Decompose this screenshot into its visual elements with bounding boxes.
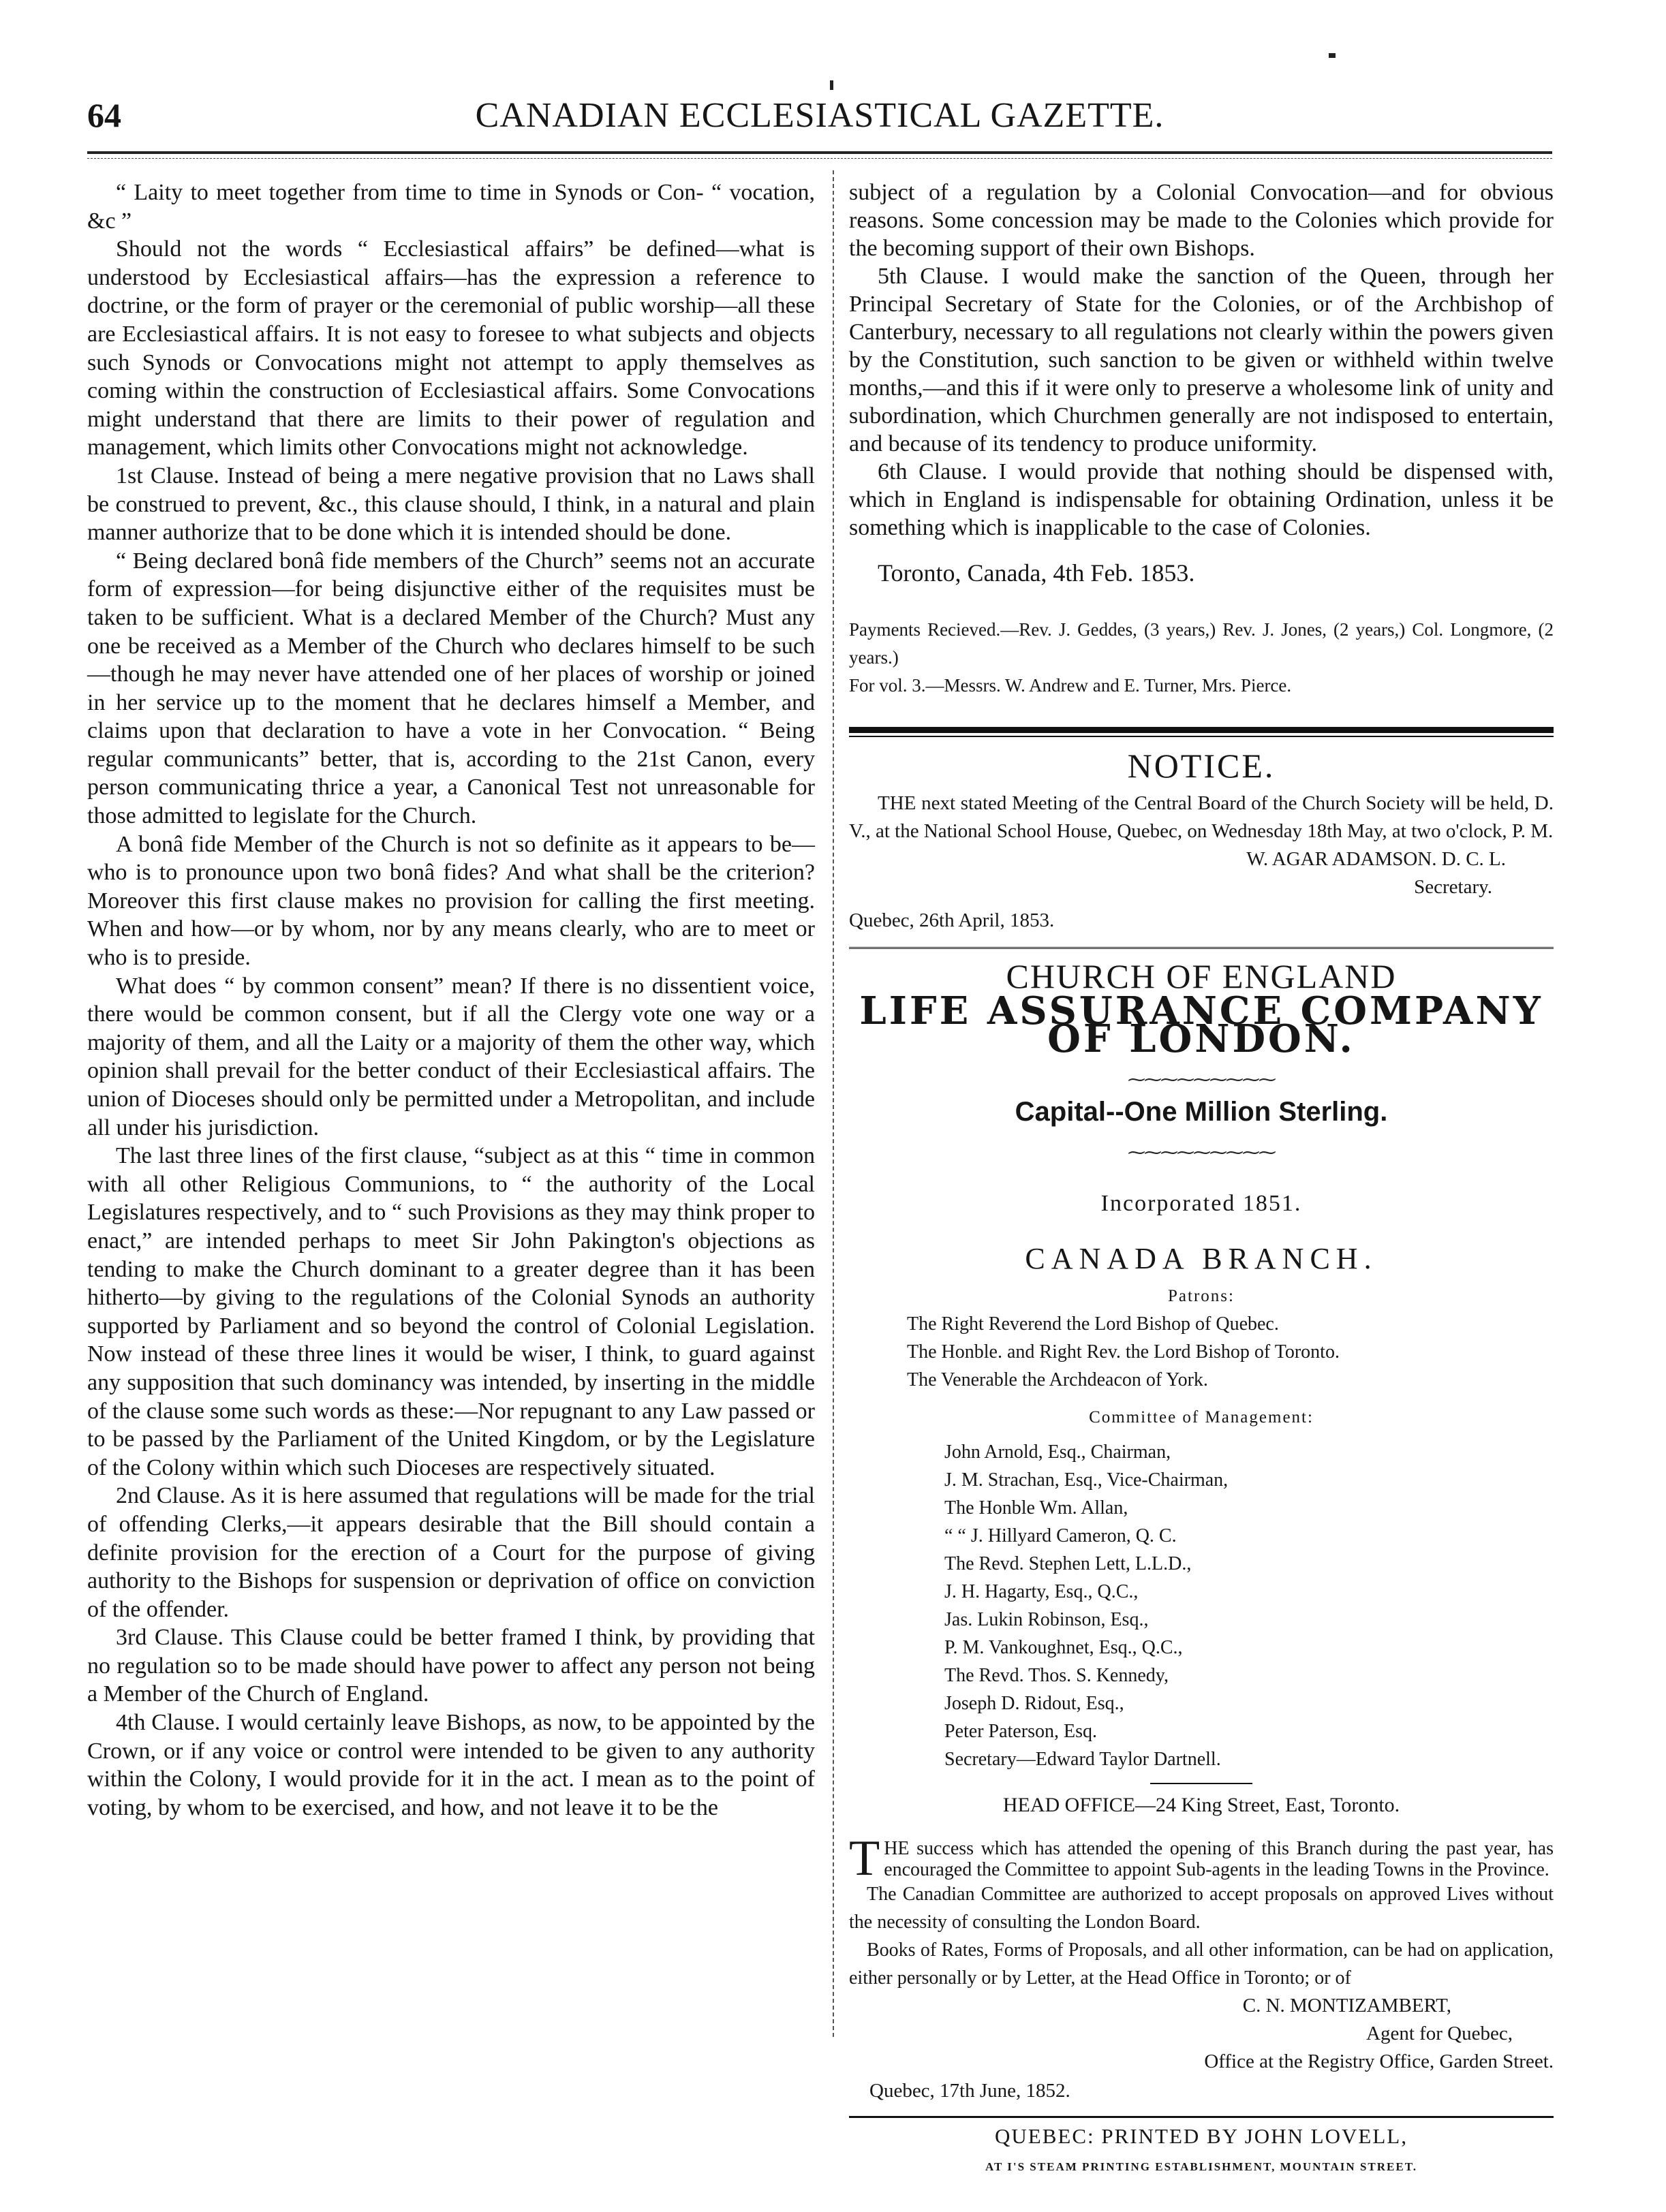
head-office: HEAD OFFICE—24 King Street, East, Toronto. bbox=[1002, 1794, 1400, 1817]
payments-line: Payments Recieved.—Rev. J. Geddes, (3 years,) Rev. J. Jones, (2 years,) Col. Longmore, (2 years.) bbox=[849, 619, 1554, 668]
advert-branch: CANADA BRANCH. bbox=[1025, 1242, 1378, 1276]
advert-incorporated: Incorporated 1851. bbox=[1100, 1191, 1302, 1217]
print-speck bbox=[830, 80, 833, 90]
committee-item: “ “ J. Hillyard Cameron, Q. C. bbox=[944, 1525, 1177, 1547]
patron-item: The Right Reverend the Lord Bishop of Quebec. bbox=[907, 1313, 1279, 1335]
masthead-title: CANADIAN ECCLESIASTICAL GAZETTE. bbox=[475, 96, 1164, 135]
article-paragraph: 1st Clause. Instead of being a mere negative provision that no Laws shall be construed to prevent, &c., this clause should, I think, in a natural and plain manner authorize that to be done which it is intended should be done. bbox=[87, 463, 815, 546]
notice-signer: W. AGAR ADAMSON. D. C. L. bbox=[1246, 848, 1506, 870]
imprint-subline: AT I'S STEAM PRINTING ESTABLISHMENT, MOUNTAIN STREET. bbox=[985, 2160, 1418, 2174]
column-divider bbox=[833, 170, 834, 2037]
article-paragraph: 4th Clause. I would certainly leave Bishops, as now, to be appointed by the Crown, or if any voice or control were intended to be given to any authority within the Colony, I would provide for it in the act. I mean as to the point of voting, by whom to be exercised, and how, and not leave it to be the bbox=[87, 1710, 815, 1820]
insurance-advertisement bbox=[849, 957, 1554, 2105]
article-paragraph: Should not the words “ Ecclesiastical affairs” be defined—what is understood by Ecclesiastical affairs—has the expression a reference to doctrine, or the form of prayer or the ceremonial of public worship—all these are Ecclesiastical affairs. It is not easy to foresee to what subjects and objects such Synods or Convocations might not attempt to apply themselves as coming within the construction of Ecclesiastical affairs. Some Convocations might understand that there are limits to their power of regulation and management, which limits other Convocations might not acknowledge. bbox=[87, 236, 815, 461]
notice-signer-title: Secretary. bbox=[1414, 876, 1492, 898]
committee-item: P. M. Vankoughnet, Esq., Q.C., bbox=[944, 1637, 1183, 1659]
committee-item: The Revd. Stephen Lett, L.L.D., bbox=[944, 1553, 1192, 1575]
short-rule bbox=[1150, 1783, 1252, 1784]
print-speck bbox=[1329, 53, 1336, 58]
committee-list bbox=[849, 1438, 1554, 1773]
article-paragraph: A bonâ fide Member of the Church is not so definite as it appears to be—who is to pronounce upon two bonâ fides? And what shall be the criterion? Moreover this first clause makes no provision for calling the first meeting. When and how—or by whom, nor by any means clearly, who are to meet or who is to preside. bbox=[87, 831, 815, 971]
wave-ornament: ⁓⁓⁓⁓⁓⁓⁓⁓⁓ bbox=[1128, 1070, 1275, 1089]
committee-item: Peter Paterson, Esq. bbox=[944, 1721, 1097, 1743]
payments-line: For vol. 3.—Messrs. W. Andrew and E. Turner, Mrs. Pierce. bbox=[849, 675, 1292, 696]
committee-item: The Honble Wm. Allan, bbox=[944, 1497, 1128, 1519]
imprint-line: QUEBEC: PRINTED BY JOHN LOVELL, bbox=[995, 2124, 1408, 2149]
advert-paragraph: The Canadian Committee are authorized to accept proposals on approved Lives without the necessity of consulting the London Board. bbox=[849, 1884, 1554, 1933]
article-dateline: Toronto, Canada, 4th Feb. 1853. bbox=[878, 559, 1195, 587]
article-paragraph: 2nd Clause. As it is here assumed that regulations will be made for the trial of offending Clerks,—it appears desirable that the Bill should contain a definite provision for the erection of a Court for the purpose of giving authority to the Bishops for suspension or deprivation of office on conviction of the offender. bbox=[87, 1483, 815, 1622]
advert-paragraph-text: HE success which has attended the opening of this Branch during the past year, has encouraged the Committee to appoint Sub-agents in the leading Towns in the Province. bbox=[884, 1838, 1554, 1881]
article-paragraph: 3rd Clause. This Clause could be better framed I think, by providing that no regulation so to be made should have power to affect any person not being a Member of the Church of England. bbox=[87, 1625, 815, 1707]
committee-heading: Committee of Management: bbox=[1089, 1408, 1314, 1427]
advert-company-heading: LIFE ASSURANCE COMPANY OF LONDON. bbox=[859, 988, 1543, 1061]
notice-title: NOTICE. bbox=[1127, 747, 1276, 785]
committee-item: Secretary—Edward Taylor Dartnell. bbox=[944, 1749, 1221, 1771]
committee-item: J. H. Hagarty, Esq., Q.C., bbox=[944, 1581, 1139, 1603]
section-rule bbox=[849, 947, 1554, 949]
patrons-heading: Patrons: bbox=[1168, 1287, 1235, 1306]
notice-date: Quebec, 26th April, 1853. bbox=[849, 909, 1055, 931]
header-rule bbox=[87, 151, 1552, 154]
article-paragraph: The last three lines of the first clause, “subject as at this “ time in common with all other Religious Communions, to “ the authority of the Local Legislatures respectively, and to “ such Provisions as they may think proper to enact,” are intended perhaps to meet Sir John Pakington's objections as tending to make the Church dominant to a greater degree than it has been hitherto—by giving to the regulations of the Colonial Synods an authority supported by Parliament and so beyond the control of Colonial Legislation. Now instead of these three lines it would be wiser, I think, to guard against any supposition that such dominancy was intended, by inserting in the middle of the clause some such words as these:—Nor repugnant to any Law passed or to be passed by the Parliament of the United Kingdom, or by the Legislature of the Colony within which such Dioceses are respectively situated. bbox=[87, 1143, 815, 1480]
article-paragraph: 6th Clause. I would provide that nothing should be dispensed with, which in England is indispensable for obtaining Ordination, unless it be something which is inapplicable to the case of Colonies. bbox=[849, 459, 1554, 540]
article-column-right bbox=[849, 178, 1554, 2181]
committee-item: Jas. Lukin Robinson, Esq., bbox=[944, 1609, 1149, 1631]
article-paragraph: subject of a regulation by a Colonial Convocation—and for obvious reasons. Some concession may be made to the Colonies which provide for the becoming support of their own Bishops. bbox=[849, 180, 1554, 261]
article-paragraph: What does “ by common consent” mean? If there is no dissentient voice, there would be common consent, but if all the Clergy vote one way or a majority of them, and all the Laity or a majority of them the other way, which opinion shall prevail for the better conduct of their Ecclesiastical affairs. The union of Dioceses should only be permitted under a Metropolitan, and include all under his jurisdiction. bbox=[87, 973, 815, 1140]
patrons-list bbox=[849, 1310, 1554, 1394]
advert-paragraph: Books of Rates, Forms of Proposals, and all other information, can be had on application, either personally or by Letter, at the Head Office in Toronto; or of bbox=[849, 1940, 1554, 1989]
article-paragraph: “ Laity to meet together from time to time in Synods or Con- “ vocation, &c ” bbox=[87, 180, 815, 234]
section-rule bbox=[849, 2116, 1554, 2118]
agent-name: C. N. MONTIZAMBERT, bbox=[1242, 1995, 1451, 2017]
advert-church-heading: CHURCH OF ENGLAND bbox=[1006, 957, 1397, 995]
drop-cap: T bbox=[849, 1831, 880, 1887]
advert-paragraph bbox=[849, 1831, 1554, 1887]
committee-item: Joseph D. Ridout, Esq., bbox=[944, 1693, 1124, 1715]
page-number: 64 bbox=[87, 96, 121, 134]
page-header bbox=[87, 95, 1552, 143]
committee-item: John Arnold, Esq., Chairman, bbox=[944, 1442, 1171, 1463]
committee-item: J. M. Strachan, Esq., Vice-Chairman, bbox=[944, 1469, 1229, 1491]
patron-item: The Honble. and Right Rev. the Lord Bishop of Toronto. bbox=[907, 1341, 1340, 1363]
article-paragraph: 5th Clause. I would make the sanction of the Queen, through her Principal Secretary of State for the Colonies, or of the Archbishop of Canterbury, necessary to all regulations not clearly within the powers given by the Constitution, such sanction to be given or withheld within twelve months,—and this if it were only to preserve a wholesome link of unity and subordination, which Churchmen generally are not indisposed to entertain, and because of its tendency to produce uniformity. bbox=[849, 264, 1554, 456]
article-column-left bbox=[87, 178, 815, 1822]
section-rule bbox=[849, 736, 1554, 737]
agent-role: Agent for Quebec, bbox=[1366, 2023, 1513, 2045]
section-rule bbox=[849, 727, 1554, 733]
advert-capital: Capital--One Million Sterling. bbox=[1015, 1096, 1388, 1127]
notice-body: THE next stated Meeting of the Central Board of the Church Society will be held, D. V., at the National School House, Quebec, on Wednesday 18th May, at two o'clock, P. M. bbox=[849, 792, 1554, 842]
article-paragraph: “ Being declared bonâ fide members of the Church” seems not an accurate form of expression—for being disjunctive either of the requisites must be taken to be sufficient. What is a declared Member of the Church? Must any one be received as a Member of the Church who declares himself to be such—though he may never have attended one of her places of worship or joined in her service up to the moment that he declares himself a Member, and claims upon that declaration to have a vote in her Convocation. “ Being regular communicants” better, that is, according to the 21st Canon, every person communicating thrice a year, a Canonical Test not unreasonable for those admitted to legislate for the Church. bbox=[87, 548, 815, 829]
committee-item: The Revd. Thos. S. Kennedy, bbox=[944, 1665, 1169, 1687]
agent-office: Office at the Registry Office, Garden Street. bbox=[1204, 2051, 1554, 2073]
advert-date: Quebec, 17th June, 1852. bbox=[869, 2080, 1070, 2102]
payments-received bbox=[849, 616, 1554, 700]
patron-item: The Venerable the Archdeacon of York. bbox=[907, 1369, 1208, 1391]
header-rule-dashed bbox=[87, 158, 1552, 159]
wave-ornament: ⁓⁓⁓⁓⁓⁓⁓⁓⁓ bbox=[1128, 1142, 1275, 1162]
